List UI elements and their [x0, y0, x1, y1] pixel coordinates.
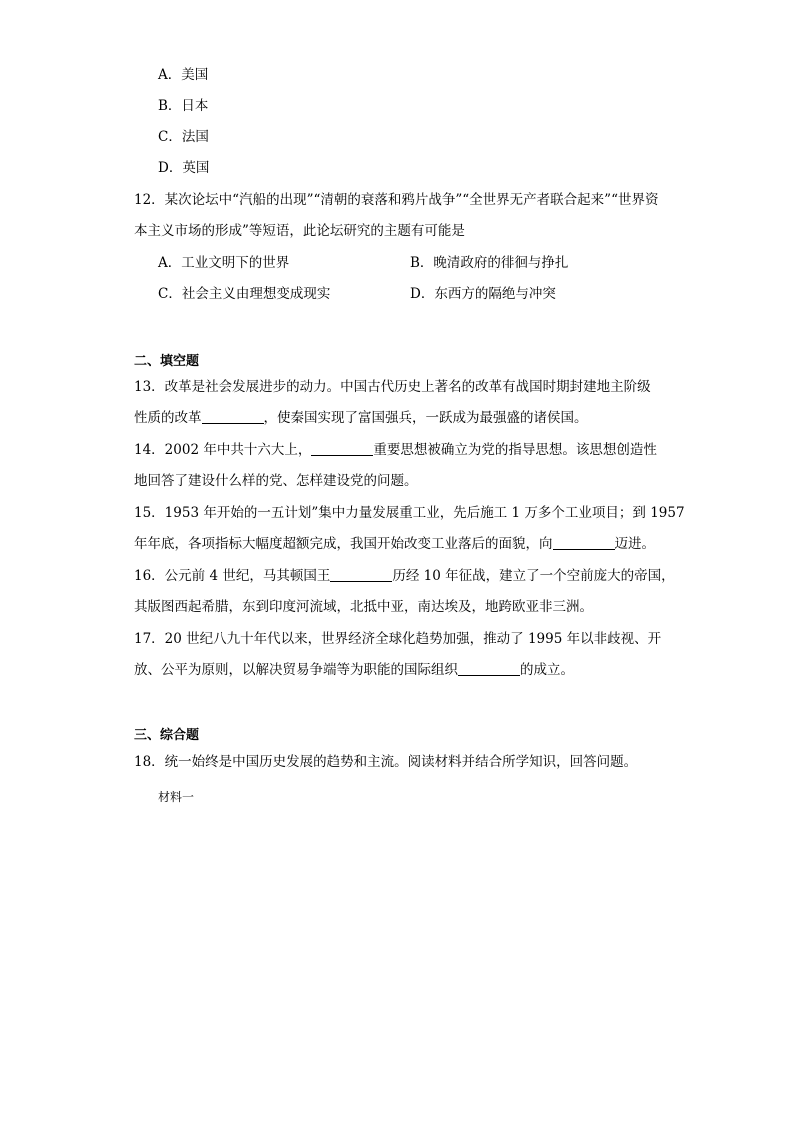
q13-text-a: 性质的改革 [134, 410, 202, 426]
option-text: 社会主义由理想变成现实 [181, 286, 331, 302]
q12-option-a [158, 254, 289, 272]
q15-line2 [134, 535, 655, 553]
q15-text-a: 年年底，各项指标大幅度超额完成，我国开始改变工业落后的面貌，向 [134, 536, 553, 552]
q15-line1: 15．1953 年开始的一五计划”集中力量发展重工业，先后施工 1 万多个工业项目；到 1957 [134, 505, 685, 521]
answer-blank [311, 442, 373, 456]
option-text: 工业文明下的世界 [181, 255, 290, 271]
q12-option-d [410, 285, 556, 303]
option-text: 英国 [182, 160, 210, 176]
q13-line2 [134, 409, 588, 427]
q18-stem: 18．统一始终是中国历史发展的趋势和主流。阅读材料并结合所学知识，回答问题。 [134, 754, 638, 770]
q12-stem-line1: 12．某次论坛中“汽船的出现”“清朝的衰落和鸦片战争”“全世界无产者联合起来”“世界资 [134, 192, 659, 208]
q14-line1 [134, 441, 657, 459]
q12-option-b [410, 254, 568, 272]
q16-line2: 其版图西起希腊，东到印度河流域，北抵中亚，南达埃及，地跨欧亚非三洲。 [134, 599, 593, 615]
q12-option-c [158, 285, 330, 303]
option-letter: C． [158, 129, 182, 145]
q13-text-b: ，使秦国实现了富国强兵，一跃成为最强盛的诸侯国。 [263, 410, 588, 426]
option-text: 美国 [181, 67, 209, 83]
option-text: 日本 [181, 98, 209, 114]
q17-line1: 17．20 世纪八九十年代以来，世界经济全球化趋势加强，推动了 1995 年以非歧视、开 [134, 631, 662, 647]
q17-text-a: 放、公平为原则，以解决贸易争端等为职能的国际组织 [134, 662, 458, 678]
option-text: 法国 [181, 129, 209, 145]
q11-option-c [158, 128, 209, 146]
q12-stem-line2: 本主义市场的形成”等短语，此论坛研究的主题有可能是 [134, 223, 465, 239]
q13-line1: 13．改革是社会发展进步的动力。中国古代历史上著名的改革有战国时期封建地主阶级 [134, 379, 651, 395]
q17-line2 [134, 661, 574, 679]
option-text: 东西方的隔绝与冲突 [434, 286, 556, 302]
q14-line2: 地回答了建设什么样的党、怎样建设党的问题。 [134, 473, 418, 489]
q16-text-a: 16．公元前 4 世纪，马其顿国王 [134, 568, 331, 584]
option-letter: C． [158, 286, 182, 302]
option-letter: A． [158, 255, 182, 271]
answer-blank [330, 568, 392, 582]
q17-text-b: 的成立。 [520, 662, 574, 678]
answer-blank [458, 662, 520, 676]
material-label: 材料一 [158, 790, 195, 804]
q16-line1 [134, 567, 675, 585]
section-title-fill-blank: 二、填空题 [134, 354, 200, 369]
option-letter: A． [158, 67, 182, 83]
option-letter: D． [410, 286, 435, 302]
answer-blank [553, 536, 615, 550]
q14-text-a: 14．2002 年中共十六大上， [134, 442, 312, 458]
q11-option-b [158, 97, 208, 115]
q15-text-b: 迈进。 [614, 536, 655, 552]
answer-blank [202, 410, 264, 424]
option-text: 晚清政府的徘徊与挣扎 [433, 255, 569, 271]
option-letter: D． [158, 160, 183, 176]
option-letter: B． [410, 255, 434, 271]
section-title-comprehensive: 三、综合题 [134, 728, 200, 743]
q11-option-d [158, 159, 209, 177]
q11-option-a [158, 66, 208, 84]
q16-text-b: 历经 10 年征战，建立了一个空前庞大的帝国， [392, 568, 675, 584]
option-letter: B． [158, 98, 182, 114]
q14-text-b: 重要思想被确立为党的指导思想。该思想创造性 [373, 442, 657, 458]
